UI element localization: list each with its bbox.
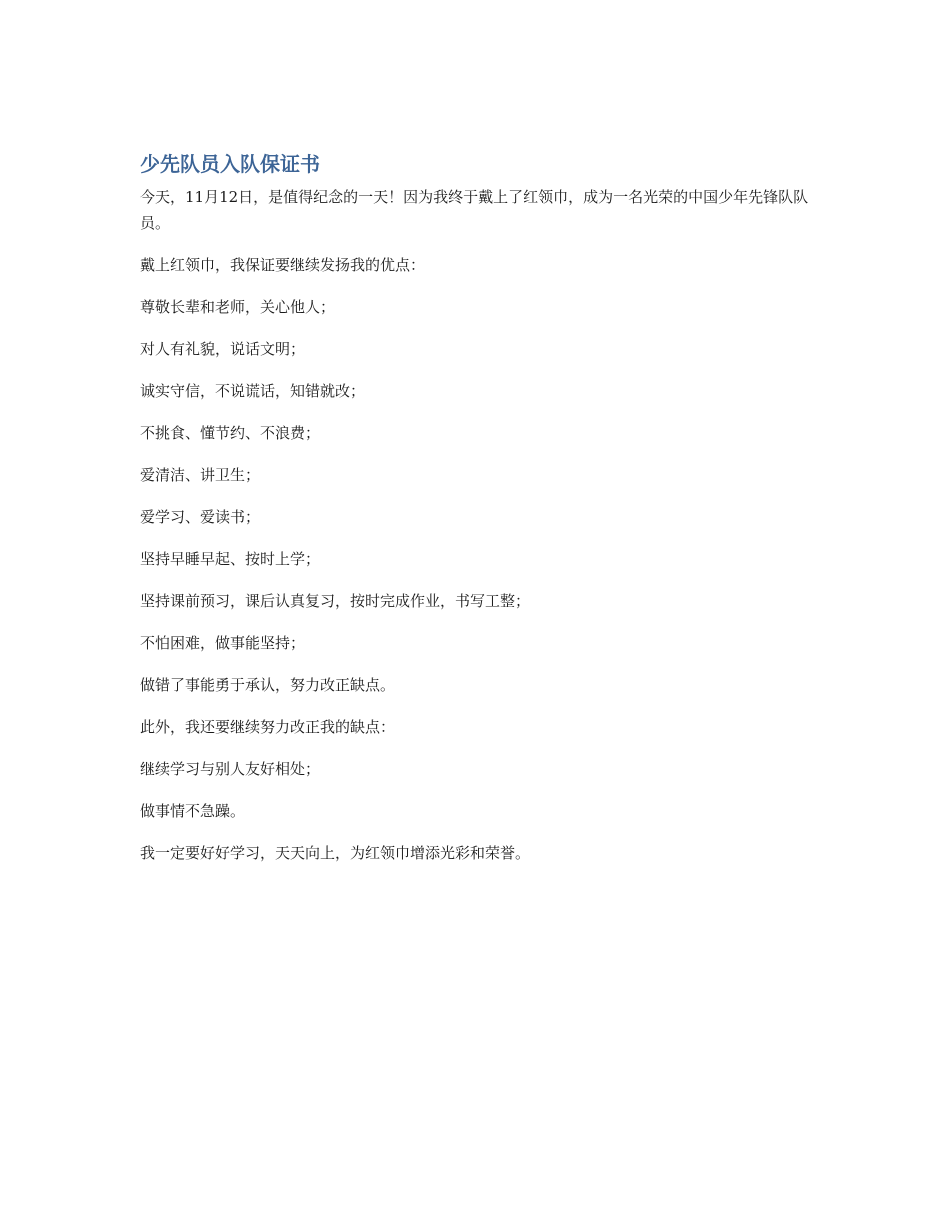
paragraph-closing: 我一定要好好学习，天天向上，为红领巾增添光彩和荣誉。 (140, 844, 531, 862)
paragraph-item: 不挑食、懂节约、不浪费； (140, 424, 321, 442)
paragraph-item: 诚实守信，不说谎话，知错就改； (140, 382, 366, 400)
document-body (140, 150, 820, 882)
paragraph-item: 尊敬长辈和老师，关心他人； (140, 298, 336, 316)
paragraph-item: 爱学习、爱读书； (140, 508, 261, 526)
paragraph-item: 爱清洁、讲卫生； (140, 466, 261, 484)
paragraph-strengths-heading: 戴上红领巾，我保证要继续发扬我的优点： (140, 256, 426, 274)
document-title: 少先队员入队保证书 (140, 152, 320, 176)
paragraph-intro: 今天，11月12日，是值得纪念的一天！因为我终于戴上了红领巾，成为一名光荣的中国少年先锋队队员。 (140, 188, 809, 232)
paragraph-item: 坚持课前预习，课后认真复习，按时完成作业，书写工整； (140, 592, 531, 610)
paragraph-item: 继续学习与别人友好相处； (140, 760, 321, 778)
paragraph-item: 做错了事能勇于承认，努力改正缺点。 (140, 676, 396, 694)
paragraph-item: 做事情不急躁。 (140, 802, 246, 820)
paragraph-item: 不怕困难，做事能坚持； (140, 634, 306, 652)
paragraph-item: 坚持早睡早起、按时上学； (140, 550, 321, 568)
paragraph-weaknesses-heading: 此外，我还要继续努力改正我的缺点： (140, 718, 396, 736)
paragraph-item: 对人有礼貌，说话文明； (140, 340, 306, 358)
